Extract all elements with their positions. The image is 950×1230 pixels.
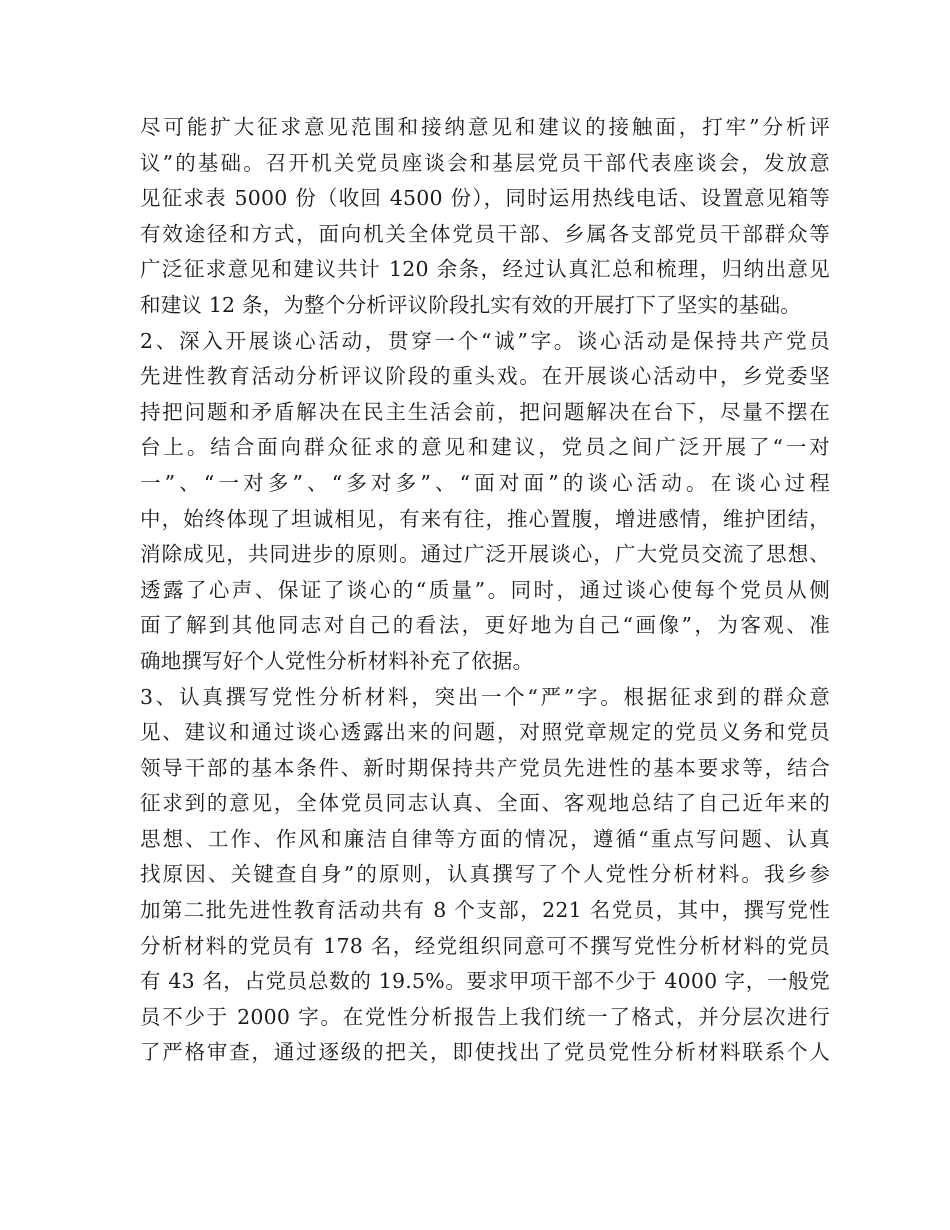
text-line: 征求到的意见，全体党员同志认真、全面、客观地总结了自己近年来的 [140,791,830,816]
text-line: 中，始终体现了坦诚相见，有来有往，推心置腹，增进感情，维护团结， [140,506,830,531]
text-line: 有 43 名，占党员总数的 19.5%。要求甲项干部不少于 4000 字，一般党 [140,969,830,994]
text-line: 确地撰写好个人党性分析材料补充了依据。 [140,648,534,673]
text-line: 2、深入开展谈心活动，贯穿一个“诚”字。谈心活动是保持共产党员 [140,328,830,353]
text-line: 台上。结合面向群众征求的意见和建议，党员之间广泛开展了“一对 [140,435,830,460]
text-line: 广泛征求意见和建议共计 120 余条，经过认真汇总和梳理，归纳出意见 [140,257,830,282]
text-line: 和建议 12 条，为整个分析评议阶段扎实有效的开展打下了坚实的基础。 [140,292,801,317]
text-line: 尽可能扩大征求意见范围和接纳意见和建议的接触面，打牢”分析评 [140,115,830,139]
text-line: 思想、工作、作风和廉洁自律等方面的情况，遵循“重点写问题、认真 [140,826,830,851]
text-line: 持把问题和矛盾解决在民主生活会前，把问题解决在台下，尽量不摆在 [140,399,830,424]
text-line: 透露了心声、保证了谈心的“质量”。同时，通过谈心使每个党员从侧 [140,577,830,602]
text-line: 了严格审查，通过逐级的把关，即使找出了党员党性分析材料联系个人 [140,1040,830,1065]
text-line: 面了解到其他同志对自己的看法，更好地为自己“画像”，为客观、准 [140,613,830,638]
text-line: 一”、“一对多”、“多对多”、“面对面”的谈心活动。在谈心过程 [140,470,830,495]
text-line: 员不少于 2000 字。在党性分析报告上我们统一了格式，并分层次进行 [140,1004,830,1029]
body-text [140,110,830,1071]
text-line: 加第二批先进性教育活动共有 8 个支部，221 名党员，其中，撰写党性 [140,898,830,923]
text-line: 有效途径和方式，面向机关全体党员干部、乡属各支部党员干部群众等 [140,221,830,246]
text-line: 领导干部的基本条件、新时期保持共产党员先进性的基本要求等，结合 [140,755,830,780]
text-line: 3、认真撰写党性分析材料，突出一个“严”字。根据征求到的群众意 [140,684,830,709]
text-line: 找原因、关键查自身”的原则，认真撰写了个人党性分析材料。我乡参 [140,862,830,887]
text-line: 见征求表 5000 份（收回 4500 份），同时运用热线电话、设置意见箱等 [140,186,830,211]
text-line: 先进性教育活动分析评议阶段的重头戏。在开展谈心活动中，乡党委坚 [140,364,830,389]
text-line: 消除成见，共同进步的原则。通过广泛开展谈心，广大党员交流了思想、 [140,542,830,567]
text-line: 见、建议和通过谈心透露出来的问题，对照党章规定的党员义务和党员 [140,720,830,745]
text-line: 议”的基础。召开机关党员座谈会和基层党员干部代表座谈会，发放意 [140,150,830,175]
text-line: 分析材料的党员有 178 名，经党组织同意可不撰写党性分析材料的党员 [140,933,830,958]
